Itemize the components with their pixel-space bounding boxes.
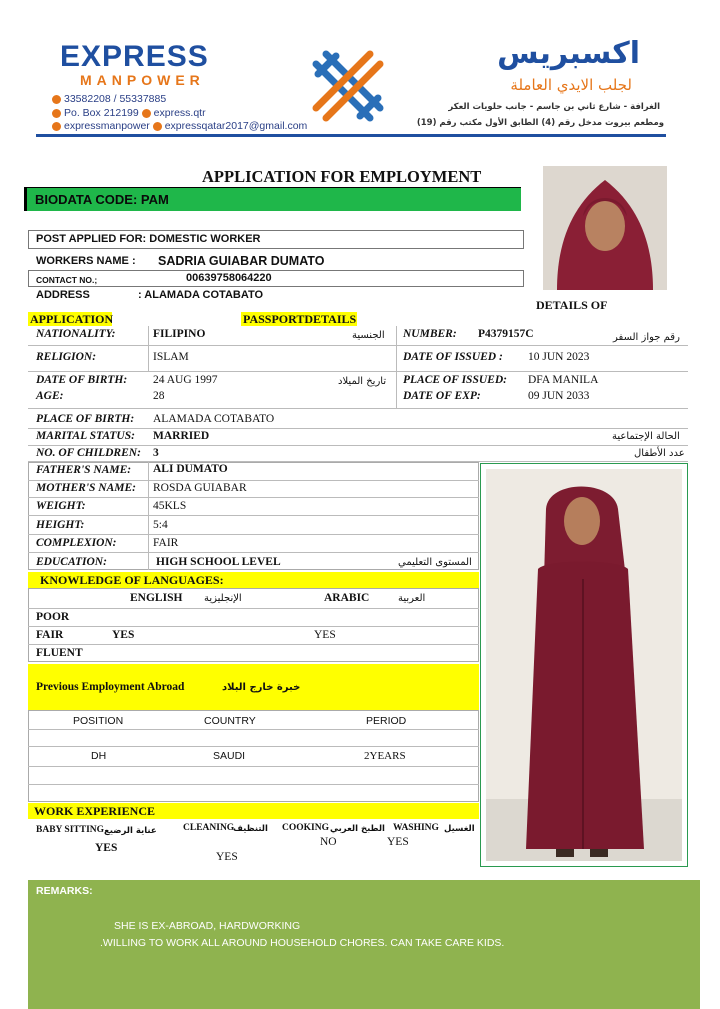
contact-label: CONTACT NO.; <box>36 275 98 285</box>
english-fair-value: YES <box>112 629 135 641</box>
fair-label: FAIR <box>36 629 64 641</box>
full-body-illustration <box>486 469 682 861</box>
baby-sitting-label: BABY SITTING <box>36 825 105 835</box>
table-row-position: DH <box>91 750 107 762</box>
marital-value: MARRIED <box>153 430 210 442</box>
fluent-label: FLUENT <box>36 647 83 659</box>
header-social: expressmanpower expressqatar2017@gmail.com <box>52 120 307 132</box>
complexion-label: COMPLEXION: <box>36 537 117 549</box>
mother-value: ROSDA GUIABAR <box>153 482 247 494</box>
baby-sitting-arabic: عناية الرضيع <box>104 826 157 836</box>
education-arabic: المستوى التعليمي <box>398 557 472 568</box>
cleaning-value: YES <box>216 851 238 863</box>
table-row-period: 2YEARS <box>364 750 406 762</box>
row-divider <box>28 445 688 446</box>
passport-number-arabic: رقم جواز السفر <box>613 332 680 343</box>
full-body-photo-frame <box>480 463 688 867</box>
children-label: NO. OF CHILDREN: <box>36 447 141 459</box>
arabic-fair-value: YES <box>314 629 336 641</box>
logo-arabic-title: اكسبريس <box>497 36 640 71</box>
col-divider <box>148 462 149 570</box>
education-value: HIGH SCHOOL LEVEL <box>156 556 281 568</box>
biodata-code: BIODATA CODE: PAM <box>35 192 169 207</box>
religion-label: RELIGION: <box>36 351 97 363</box>
post-applied: POST APPLIED FOR: DOMESTIC WORKER <box>36 233 261 245</box>
row-divider <box>28 534 479 535</box>
logo-english-subtitle: MANPOWER <box>80 72 205 88</box>
date-issued-label: DATE OF ISSUED : <box>403 351 503 363</box>
col-divider <box>148 326 149 371</box>
address-label: ADDRESS <box>36 289 90 301</box>
address-arabic-line1: الغرافة - شارع ثاني بن جاسم - جانب حلويات العكر <box>448 102 660 112</box>
logo-english-title: EXPRESS <box>60 40 209 73</box>
cooking-label: COOKING <box>282 823 329 833</box>
row-divider <box>28 644 479 645</box>
row-divider <box>28 497 479 498</box>
arabic-label: ARABIC <box>324 592 370 604</box>
washing-arabic: الغسيل <box>444 824 475 834</box>
personal-table <box>28 462 479 570</box>
nationality-value: FILIPINO <box>153 328 206 340</box>
date-issued-value: 10 JUN 2023 <box>528 351 590 363</box>
facebook-icon <box>142 109 151 118</box>
marital-arabic: الحالة الإجتماعية <box>612 431 680 442</box>
row-divider <box>28 766 479 767</box>
height-value: 5:4 <box>153 519 168 531</box>
row-divider <box>28 428 688 429</box>
children-value: 3 <box>153 447 159 459</box>
washing-value: YES <box>387 836 409 848</box>
age-label: AGE: <box>36 390 64 402</box>
biodata-code-bar <box>24 187 521 211</box>
remarks-line1: SHE IS EX-ABROAD, HARDWORKING <box>114 920 301 932</box>
col-country-header: COUNTRY <box>204 715 256 727</box>
passport-details-heading: PASSPORTDETAILS <box>243 312 357 326</box>
phone-icon <box>52 95 61 104</box>
remarks-label: REMARKS: <box>36 885 93 897</box>
complexion-value: FAIR <box>153 537 179 549</box>
col-position-header: POSITION <box>73 715 124 727</box>
father-label: FATHER'S NAME: <box>36 464 132 476</box>
weight-label: WEIGHT: <box>36 500 86 512</box>
washing-label: WASHING <box>393 823 439 833</box>
contact-number: 00639758064220 <box>186 272 272 284</box>
row-divider <box>28 515 479 516</box>
pob-value: ALAMADA COTABATO <box>153 413 275 425</box>
row-divider <box>28 784 479 785</box>
languages-heading: KNOWLEDGE OF LANGUAGES: <box>28 572 479 588</box>
table-row-country: SAUDI <box>213 750 246 762</box>
marital-label: MARITAL STATUS: <box>36 430 135 442</box>
education-label: EDUCATION: <box>36 556 107 568</box>
work-experience-heading: WORK EXPERIENCE <box>28 803 479 819</box>
date-exp-value: 09 JUN 2033 <box>528 390 590 402</box>
address-arabic-line2: ومطعم بيروت مدخل رقم (4) الطابق الأول مكتب رقم (19) <box>416 118 664 128</box>
cooking-value: NO <box>320 836 337 848</box>
workers-name-label: WORKERS NAME : <box>36 255 136 267</box>
arabic-arabic: العربية <box>398 593 426 604</box>
address-value: : ALAMADA COTABATO <box>138 289 264 301</box>
row-divider <box>28 345 688 346</box>
row-divider <box>28 408 688 409</box>
row-divider <box>28 552 479 553</box>
height-label: HEIGHT: <box>36 519 85 531</box>
contact-box <box>28 270 524 287</box>
dob-value: 24 AUG 1997 <box>153 374 218 386</box>
row-divider <box>28 608 479 609</box>
form-title: APPLICATION FOR EMPLOYMENT <box>202 167 482 186</box>
location-icon <box>52 109 61 118</box>
applicant-portrait-photo <box>543 166 667 290</box>
english-label: ENGLISH <box>130 592 183 604</box>
knot-logo-icon <box>306 44 390 128</box>
application-heading: APPLICATION <box>30 312 114 326</box>
poor-label: POOR <box>36 611 70 623</box>
instagram-icon <box>52 122 61 131</box>
workers-name: SADRIA GUIABAR DUMATO <box>158 254 325 268</box>
place-issued-value: DFA MANILA <box>528 374 599 386</box>
col-period-header: PERIOD <box>366 715 407 727</box>
col-divider <box>396 326 397 408</box>
row-divider <box>28 480 479 481</box>
passport-number-label: NUMBER: <box>403 328 457 340</box>
header-divider <box>36 134 666 137</box>
nationality-label: NATIONALITY: <box>36 328 116 340</box>
cleaning-label: CLEANING <box>183 823 235 833</box>
age-value: 28 <box>153 390 165 402</box>
passport-number: P4379157C <box>478 328 534 340</box>
previous-employment-heading: Previous Employment Abroad <box>36 681 185 693</box>
applicant-full-body-photo <box>486 469 682 861</box>
remarks-line2: .WILLING TO WORK ALL AROUND HOUSEHOLD CHORES. CAN TAKE CARE KIDS. <box>100 937 505 949</box>
row-divider <box>28 371 688 372</box>
children-arabic: عدد الأطفال <box>634 448 685 459</box>
portrait-illustration <box>543 166 667 290</box>
row-divider <box>28 746 479 747</box>
place-issued-label: PLACE OF ISSUED: <box>403 374 507 386</box>
date-exp-label: DATE OF EXP: <box>403 390 481 402</box>
cooking-arabic: الطبخ العربي <box>330 824 385 834</box>
header-pobox: Po. Box 212199 express.qtr <box>52 107 206 119</box>
baby-sitting-value: YES <box>95 842 118 854</box>
previous-employment-arabic: خبرة خارج البلاد <box>222 682 301 693</box>
row-divider <box>28 626 479 627</box>
mother-label: MOTHER'S NAME: <box>36 482 137 494</box>
father-value: ALI DUMATO <box>153 463 228 475</box>
logo-arabic-subtitle: لجلب الايدي العاملة <box>510 76 632 94</box>
pob-label: PLACE OF BIRTH: <box>36 413 135 425</box>
email-icon <box>153 122 162 131</box>
details-of-label: DETAILS OF <box>536 298 608 312</box>
header-phone: 33582208 / 55337885 <box>52 93 166 105</box>
row-divider <box>28 729 479 730</box>
weight-value: 45KLS <box>153 500 187 512</box>
dob-label: DATE OF BIRTH: <box>36 374 128 386</box>
cleaning-arabic: التنظيف <box>233 824 268 834</box>
religion-value: ISLAM <box>153 351 189 363</box>
english-arabic: الإنجليزية <box>204 593 242 604</box>
nationality-arabic: الجنسية <box>352 330 385 341</box>
dob-arabic: تاريخ الميلاد <box>338 376 387 387</box>
